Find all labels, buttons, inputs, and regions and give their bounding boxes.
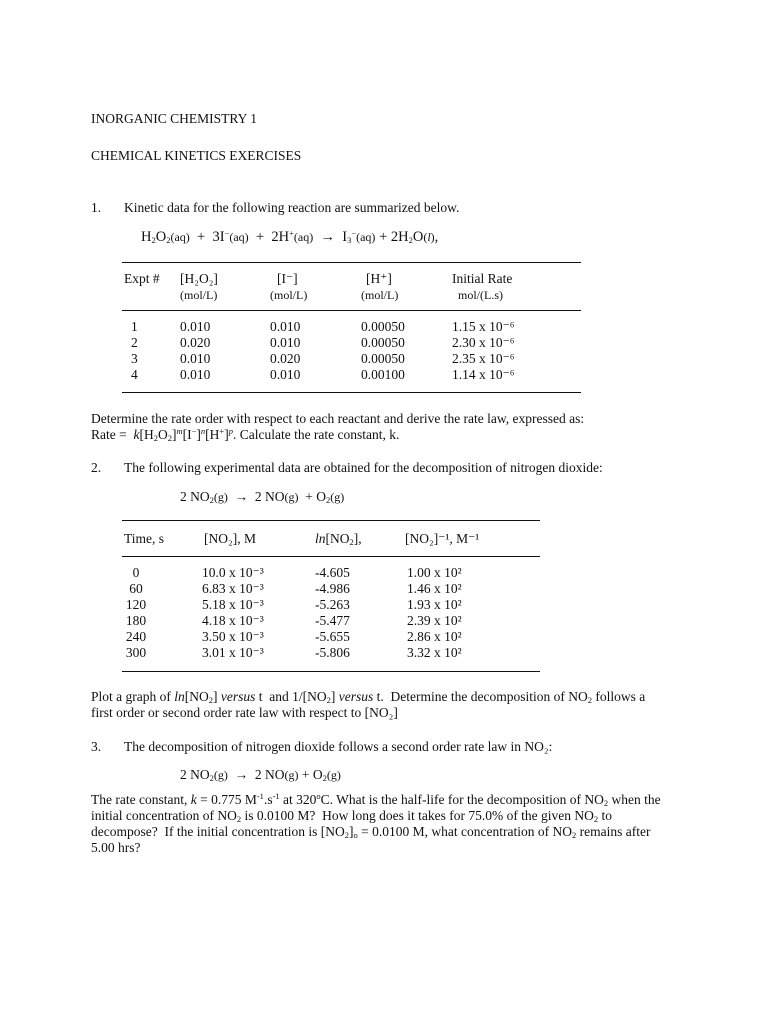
- table-cell: 1.15 x 10⁻⁶: [452, 319, 515, 334]
- table-cell: 240: [125, 629, 147, 644]
- table-cell: 1.46 x 10²: [407, 581, 462, 596]
- q1-prompt: Kinetic data for the following reaction are summarized below.: [124, 200, 460, 215]
- table-cell: 0.020: [180, 335, 211, 350]
- table-cell: 4: [131, 367, 138, 382]
- q1-header-hplus: [H⁺]: [366, 271, 392, 286]
- table-cell: 4.18 x 10⁻³: [202, 613, 264, 628]
- q1-col-hplus: [361, 319, 405, 383]
- table-cell: 0.010: [180, 319, 211, 334]
- table-cell: 3.50 x 10⁻³: [202, 629, 264, 644]
- q1-table-mid-rule: [122, 310, 581, 311]
- table-cell: 120: [125, 597, 147, 612]
- table-cell: 3: [131, 351, 138, 366]
- q2-reaction-equation: 2 $NO_2(g) \to 2$ $NO(g) + O_2(g)$: [180, 489, 345, 505]
- q3-reaction-equation: 2 $NO_2(g) \to 2$ $NO(g) + O_2(g)$: [180, 767, 341, 783]
- q1-table-bottom-rule: [122, 392, 581, 393]
- q2-instruction-line2: first order or second order rate law with respect to [NO₂]: [91, 705, 398, 720]
- table-cell: 2: [131, 335, 138, 350]
- table-cell: 1.14 x 10⁻⁶: [452, 367, 515, 382]
- document-title: CHEMICAL KINETICS EXERCISES: [91, 148, 302, 163]
- q1-col-expt: [131, 319, 138, 383]
- q2-col-no2: [202, 565, 264, 661]
- table-cell: 2.86 x 10²: [407, 629, 462, 644]
- table-cell: 6.83 x 10⁻³: [202, 581, 264, 596]
- table-cell: 1.93 x 10²: [407, 597, 462, 612]
- q1-col-iodide: [270, 319, 300, 383]
- q2-col-inverse-no2: [407, 565, 462, 661]
- table-cell: -5.477: [315, 613, 350, 628]
- q1-instruction-line1: Determine the rate order with respect to each reactant and derive the rate law, expressed as:: [91, 411, 585, 426]
- q3-line3: decompose? If the initial concentration is $[NO_2]_o = 0.0100$ M, what concentration of $NO_2$ remains after: [91, 824, 651, 840]
- q2-instruction-line1: Plot a graph of $\ln[NO_2]$ versus t and $1/[NO_2]$ versus t. Determine the decomposition of $NO_2$ follows a: [91, 689, 646, 705]
- table-cell: 3.01 x 10⁻³: [202, 645, 264, 660]
- table-cell: 0.010: [270, 335, 301, 350]
- table-cell: 60: [129, 581, 143, 596]
- q1-header-iodide: [I⁻]: [277, 271, 298, 286]
- q3-line2: initial concentration of $NO_2$ is 0.0100 M? How long does it takes for 75.0% of the given $NO_2$ to: [91, 808, 613, 824]
- q1-unit-h2o2: (mol/L): [180, 288, 218, 302]
- q1-unit-iodide: (mol/L): [270, 288, 308, 302]
- q2-header-inverse-no2: [NO₂]⁻¹, M⁻¹: [405, 531, 480, 546]
- q1-rate-law: Rate = $k[H_2O_2]^m[I^-]^n[H^+]^p$. Calculate the rate constant, k.: [91, 426, 400, 443]
- table-cell: 0.00100: [361, 367, 405, 382]
- table-cell: 0.010: [180, 367, 211, 382]
- q1-col-rate: [452, 319, 514, 383]
- table-cell: -5.263: [315, 597, 350, 612]
- q3-line4: 5.00 hrs?: [91, 840, 141, 855]
- table-cell: 2.35 x 10⁻⁶: [452, 351, 515, 366]
- table-cell: 0: [132, 565, 140, 580]
- table-cell: -5.655: [315, 629, 350, 644]
- q3-number: 3.: [91, 739, 102, 754]
- table-cell: 180: [125, 613, 147, 628]
- course-title: INORGANIC CHEMISTRY 1: [91, 111, 258, 126]
- table-cell: 1.00 x 10²: [407, 565, 462, 580]
- q1-table-top-rule: [122, 262, 581, 263]
- q1-col-h2o2: [180, 319, 210, 383]
- q1-unit-hplus: (mol/L): [361, 288, 399, 302]
- q1-header-expt: Expt #: [124, 271, 160, 286]
- q1-number: 1.: [91, 200, 102, 215]
- q1-header-h2o2: [H₂O₂]: [180, 271, 218, 286]
- table-cell: 0.00050: [361, 319, 405, 334]
- table-cell: 0.00050: [361, 351, 405, 366]
- q2-header-no2: [NO₂], M: [204, 531, 256, 546]
- table-cell: 0.020: [270, 351, 301, 366]
- q3-line1: The rate constant, k = 0.775 $M^{-1}.s^{-1}$ at 320$^o$C. What is the half-life for the decomposition of $NO_2$ when the: [91, 791, 661, 808]
- q2-table-top-rule: [122, 520, 540, 521]
- table-cell: 300: [125, 645, 147, 660]
- q2-col-time: [121, 565, 151, 661]
- q2-header-time: Time, s: [124, 531, 165, 546]
- table-cell: -4.605: [315, 565, 350, 580]
- table-cell: 3.32 x 10²: [407, 645, 462, 660]
- table-cell: -5.806: [315, 645, 350, 660]
- table-cell: 0.00050: [361, 335, 405, 350]
- q2-number: 2.: [91, 460, 102, 475]
- q1-reaction-equation: $H_2O_2(aq) + 3I^-(aq) + 2H^+(aq) \to I_3^-(aq) + 2H_2O(l)$,: [141, 228, 439, 245]
- q2-col-ln-no2: [315, 565, 350, 661]
- table-cell: 2.30 x 10⁻⁶: [452, 335, 515, 350]
- q2-table-mid-rule: [122, 556, 540, 557]
- table-cell: 5.18 x 10⁻³: [202, 597, 264, 612]
- table-cell: 1: [131, 319, 138, 334]
- q2-table-bottom-rule: [122, 671, 540, 672]
- table-cell: 0.010: [270, 367, 301, 382]
- table-cell: -4.986: [315, 581, 350, 596]
- q1-unit-rate: mol/(L.s): [458, 288, 503, 302]
- table-cell: 0.010: [180, 351, 211, 366]
- table-cell: 10.0 x 10⁻³: [202, 565, 264, 580]
- table-cell: 2.39 x 10²: [407, 613, 462, 628]
- q2-header-ln-no2: $\ln[NO_2]$,: [315, 531, 362, 547]
- table-cell: 0.010: [270, 319, 301, 334]
- q2-prompt: The following experimental data are obtained for the decomposition of nitrogen dioxide:: [124, 460, 603, 475]
- q3-prompt: The decomposition of nitrogen dioxide follows a second order rate law in NO₂:: [124, 739, 553, 754]
- q1-instruction-tail: . Calculate the rate constant, k.: [232, 427, 400, 442]
- q1-header-rate: Initial Rate: [452, 271, 513, 286]
